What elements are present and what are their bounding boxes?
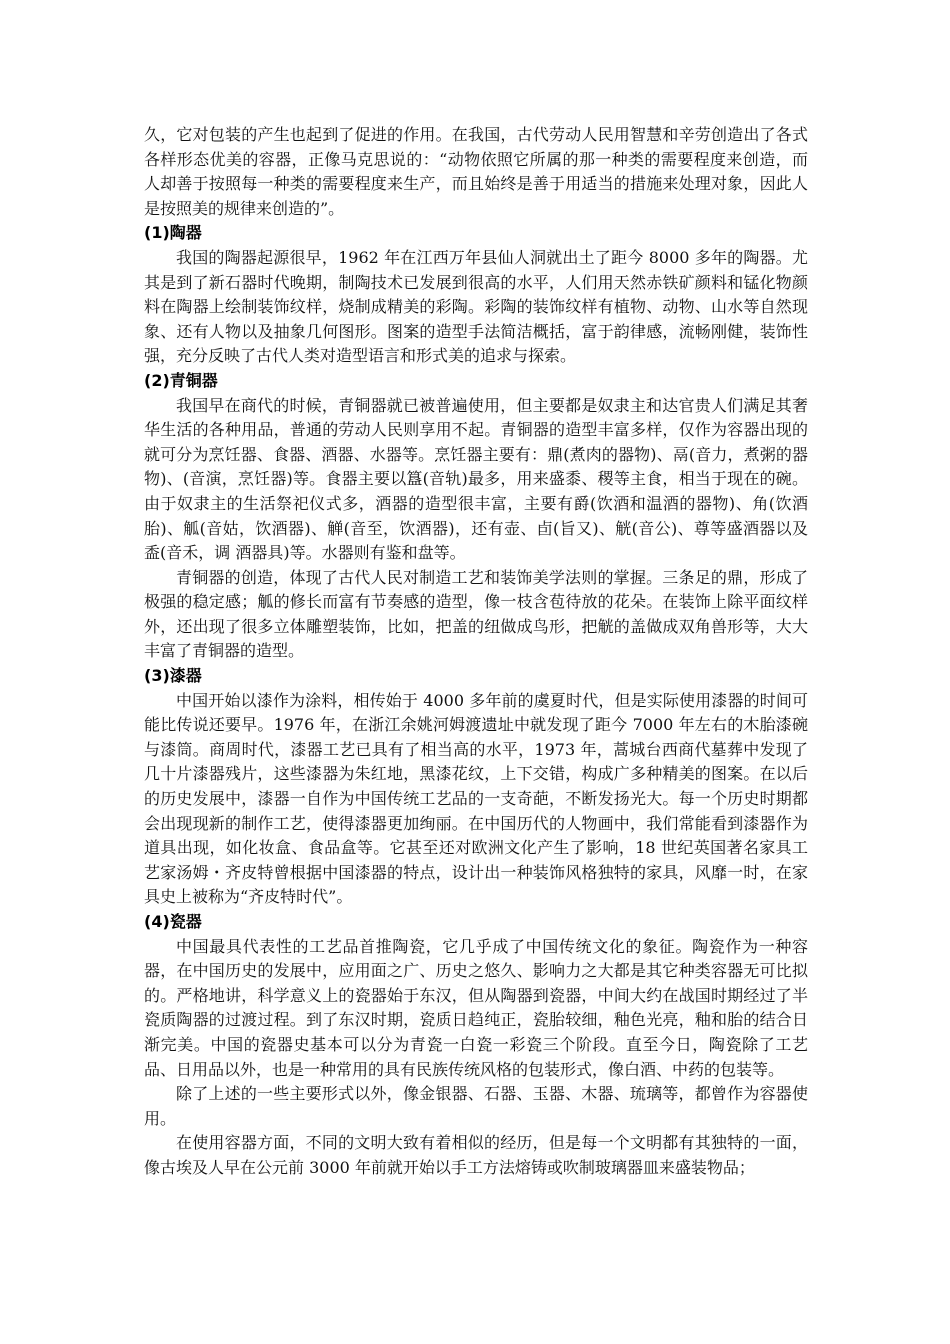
paragraph-other-materials: 除了上述的一些主要形式以外，像金银器、石器、玉器、木器、琉璃等，都曾作为容器使用。: [144, 1084, 808, 1128]
paragraph-pottery: 我国的陶器起源很早，1962 年在江西万年县仙人洞就出土了距今 8000 多年的陶器。尤其是到了新石器时代晚期，制陶技术已发展到很高的水平，人们用天然赤铁矿颜料和锰化物颜料在陶器上绘制装饰纹样，烧制成精美的彩陶。彩陶的装饰纹样有植物、动物、山水等自然现象、还有人物以及抽象几何图形。图案的造型手法简洁概括，富于韵律感，流畅刚健，装饰性强，充分反映了古代人类对造型语言和形式美的追求与探索。: [144, 247, 808, 366]
section-heading-porcelain: (4)瓷器: [144, 912, 202, 931]
paragraph-bronze-usage: 我国早在商代的时候，青铜器就已被普遍使用，但主要都是奴隶主和达官贵人们满足其奢华生活的各种用品，普通的劳动人民则享用不起。青铜器的造型丰富多样，仅作为容器出现的就可分为烹饪器、食器、酒器、水器等。烹饪器主要有：鼎(煮肉的器物)、鬲(音力，煮粥的器物)、(音演，烹饪器)等。食器主要以簋(音轨)最多，用来盛黍、稷等主食，相当于现在的碗。由于奴隶主的生活祭祀仪式多，酒器的造型很丰富，主要有爵(饮酒和温酒的器物)、角(饮酒胎)、觚(音姑，饮酒器)、觯(音至，饮酒器)，还有壶、卣(旨又)、觥(音公)、尊等盛酒器以及盉(音禾，调 酒器具)等。水器则有鉴和盘等。: [144, 395, 808, 563]
document-body: [144, 123, 808, 1181]
section-heading-lacquer: (3)漆器: [144, 666, 202, 686]
paragraph-civilizations: 在使用容器方面，不同的文明大致有着相似的经历，但是每一个文明都有其独特的一面，像古埃及人早在公元前 3000 年前就开始以手工方法熔铸或吹制玻璃器皿来盛装物品；: [144, 1133, 808, 1177]
paragraph-lacquer: 中国开始以漆作为涂料，相传始于 4000 多年前的虞夏时代，但是实际使用漆器的时间可能比传说还要早。1976 年，在浙江余姚河姆渡遗址中就发现了距今 7000 年左右的木胎漆碗与漆筒。商周时代，漆器工艺已具有了相当高的水平，1973 年，蒿城台西商代墓葬中发现了几十片漆器残片，这些漆器为朱红地，黑漆花纹，上下交错，构成广多种精美的图案。在以后的历史发展中，漆器一自作为中国传统工艺品的一支奇葩，不断发扬光大。每一个历史时期都会出现现新的制作工艺，使得漆器更加绚丽。在中国历代的人物画中，我们常能看到漆器作为道具出现，如化妆盒、食品盒等。它甚至还对欧洲文化产生了影响，18 世纪英国著名家具工艺家汤姆・齐皮特曾根据中国漆器的特点，设计出一种装饰风格独特的家具，风靡一时，在家具史上被称为“齐皮特时代”。: [144, 690, 808, 907]
section-heading-pottery: (1)陶器: [144, 223, 202, 243]
paragraph-bronze-creation: 青铜器的创造，体现了古代人民对制造工艺和装饰美学法则的掌握。三条足的鼎，形成了极强的稳定感；觚的修长而富有节奏感的造型，像一枝含苞待放的花朵。在装饰上除平面纹样外，还出现了很多立体雕塑装饰，比如，把盖的纽做成鸟形，把觥的盖做成双角兽形等，大大丰富了青铜器的造型。: [144, 567, 808, 661]
paragraph-intro: 久，它对包装的产生也起到了促进的作用。在我国，古代劳动人民用智慧和辛劳创造出了各式各样形态优美的容器，正像马克思说的：“动物依照它所属的那一种类的需要程度来创造，而人却善于按照每一种类的需要程度来生产，而且始终是善于用适当的措施来处理对象，因此人是按照美的规律来创造的”。: [144, 125, 808, 218]
section-heading-bronze: (2)青铜器: [144, 370, 218, 390]
paragraph-porcelain: 中国最具代表性的工艺品首推陶瓷，它几乎成了中国传统文化的象征。陶瓷作为一种容器，在中国历史的发展中，应用面之广、历史之悠久、影响力之大都是其它种类容器无可比拟的。严格地讲，科学意义上的瓷器始于东汉，但从陶器到瓷器，中间大约在战国时期经过了半瓷质陶器的过渡过程。到了东汉时期，瓷质日趋纯正，瓷胎较细，釉色光亮，釉和胎的结合日渐完美。中国的瓷器史基本可以分为青瓷一白瓷一彩瓷三个阶段。直至今日，陶瓷除了工艺品、日用品以外，也是一种常用的具有民族传统风格的包装形式，像白酒、中药的包装等。: [144, 936, 808, 1079]
